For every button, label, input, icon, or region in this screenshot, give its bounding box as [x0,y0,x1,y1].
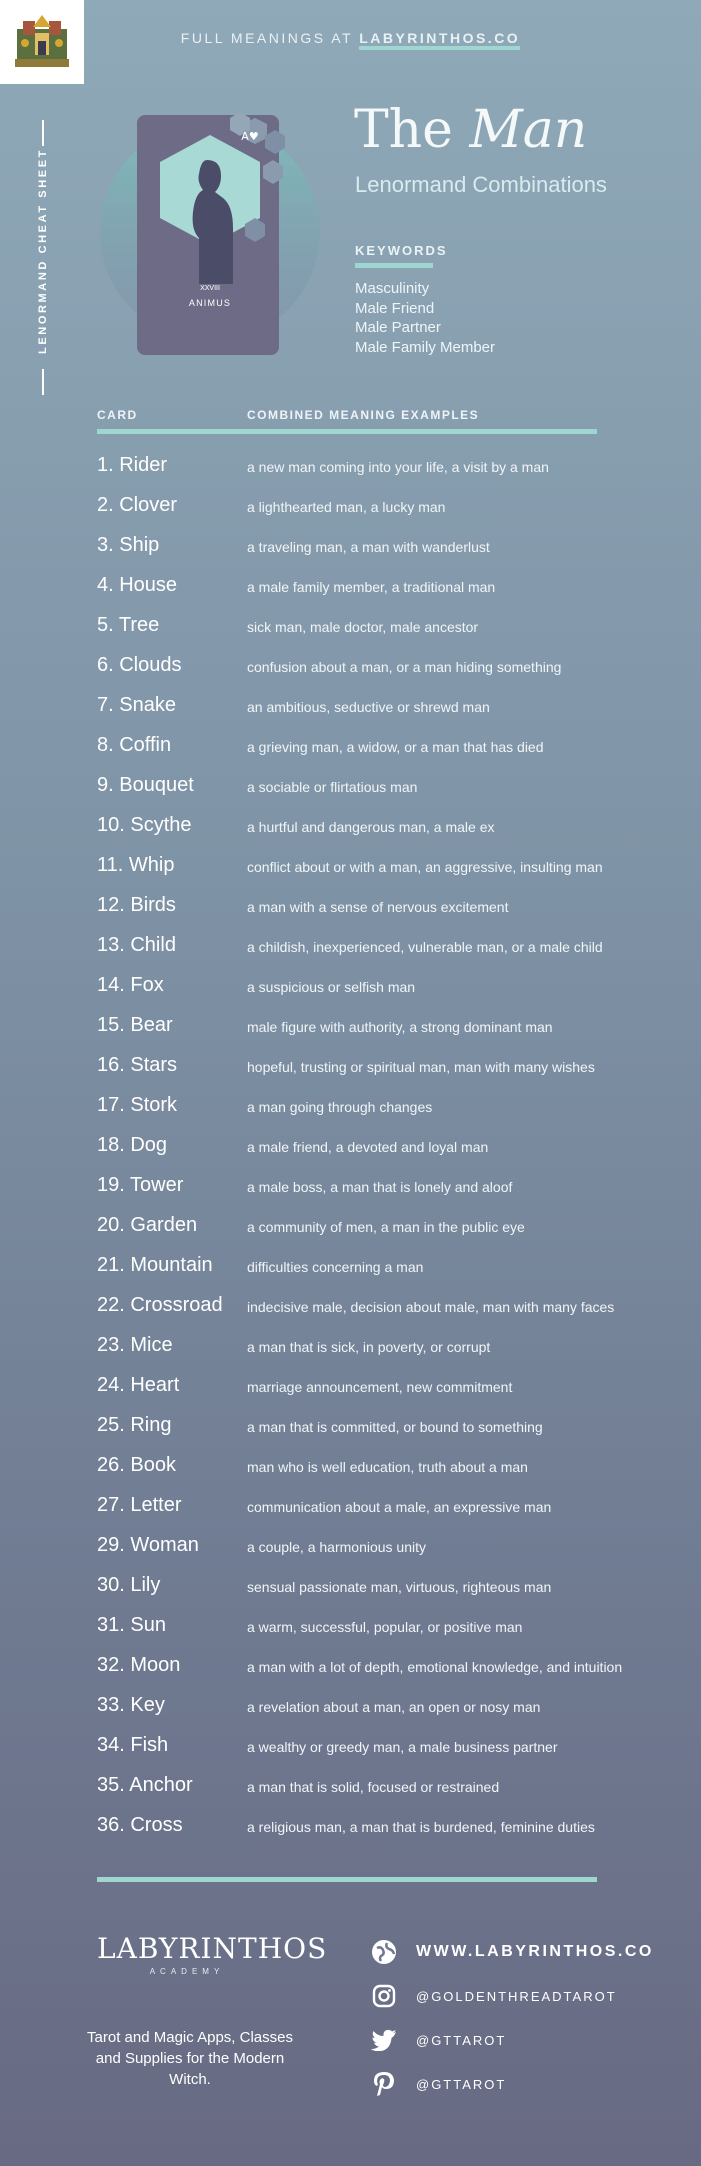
table-row [97,814,657,854]
table-row [97,1374,657,1414]
row-meaning: a male family member, a traditional man [247,579,496,595]
keywords-heading: KEYWORDS [355,243,448,258]
row-meaning: a lighthearted man, a lucky man [247,499,446,515]
row-card-name: 36. Cross [97,1814,183,1836]
row-meaning: a childish, inexperienced, vulnerable man, or a male child [247,939,603,955]
table-row [97,1814,657,1854]
row-card-name: 31. Sun [97,1614,166,1636]
row-card-name: 16. Stars [97,1054,178,1076]
row-meaning: a religious man, a man that is burdened, feminine duties [247,1819,595,1835]
keywords-underline [355,263,433,268]
row-meaning: indecisive male, decision about male, man with many faces [247,1299,615,1315]
row-card-name: 11. Whip [97,854,175,876]
footer-tagline: Tarot and Magic Apps, Classes and Supplies for the Modern Witch. [87,2029,293,2088]
table-row [97,1094,657,1134]
table-row [97,1614,657,1654]
twitter-text: @GTTAROT [416,2032,507,2048]
table-row [97,934,657,974]
row-meaning: a couple, a harmonious unity [247,1539,426,1555]
instagram-text: @GOLDENTHREADTAROT [416,1988,617,2004]
row-card-name: 15. Bear [97,1014,173,1036]
social-item-pinterest[interactable] [370,2062,670,2106]
row-card-name: 26. Book [97,1454,176,1476]
row-meaning: a traveling man, a man with wanderlust [247,539,490,555]
table-row [97,774,657,814]
keyword-item: Male Friend [355,299,435,317]
row-meaning: hopeful, trusting or spiritual man, man with many wishes [247,1059,595,1075]
instagram-icon [370,1982,398,2010]
row-card-name: 21. Mountain [97,1254,213,1276]
row-card-name: 29. Woman [97,1534,199,1556]
pinterest-icon [370,2070,398,2098]
keyword-item: Male Partner [355,319,441,336]
card-number: XXVIII [200,285,220,292]
row-card-name: 18. Dog [97,1134,168,1156]
social-item-instagram[interactable] [370,1974,670,2018]
keywords-list [355,279,495,357]
table-row [97,1454,657,1494]
row-meaning: conflict about or with a man, an aggressive, insulting man [247,859,603,875]
row-meaning: a hurtful and dangerous man, a male ex [247,819,495,835]
row-meaning: a suspicious or selfish man [247,979,416,995]
row-meaning: a warm, successful, popular, or positive man [247,1619,523,1635]
row-meaning: a new man coming into your life, a visit by a man [247,459,549,475]
table-row [97,894,657,934]
row-card-name: 8. Coffin [97,734,172,756]
row-meaning: a grieving man, a widow, or a man that has died [247,739,544,755]
row-meaning: a community of men, a man in the public eye [247,1219,525,1235]
table-row [97,1214,657,1254]
table-row [97,614,657,654]
twitter-icon [370,2026,398,2054]
table-row [97,1054,657,1094]
row-meaning: marriage announcement, new commitment [247,1379,513,1395]
row-card-name: 35. Anchor [97,1774,193,1796]
combinations-table [97,454,657,1854]
table-row [97,1774,657,1814]
row-meaning: a man that is solid, focused or restrained [247,1779,500,1795]
card-name: ANIMUS [188,298,232,308]
row-card-name: 32. Moon [97,1654,181,1676]
table-row [97,1254,657,1294]
row-card-name: 12. Birds [97,894,176,916]
table-row [97,1134,657,1174]
row-card-name: 17. Stork [97,1094,178,1116]
card-suit-symbol: A♥ [241,130,259,143]
row-meaning: sick man, male doctor, male ancestor [247,619,479,635]
row-meaning: a male boss, a man that is lonely and aloof [247,1179,513,1195]
website-text: WWW.LABYRINTHOS.CO [416,1943,654,1960]
row-card-name: 2. Clover [97,494,178,516]
table-row [97,1414,657,1454]
social-item-twitter[interactable] [370,2018,670,2062]
social-links [370,1930,670,2106]
row-card-name: 30. Lily [97,1574,161,1596]
row-card-name: 27. Letter [97,1494,182,1516]
row-card-name: 3. Ship [97,534,160,556]
page-subtitle: Lenormand Combinations [355,172,607,197]
table-row [97,1534,657,1574]
table-row [97,1294,657,1334]
row-card-name: 4. House [97,574,178,596]
footer-brand: LABYRINTHOS [97,1932,328,1965]
row-card-name: 1. Rider [97,454,168,476]
table-row [97,1014,657,1054]
table-row [97,1494,657,1534]
table-row [97,1734,657,1774]
table-row [97,534,657,574]
globe-icon [370,1938,398,1966]
table-row [97,1654,657,1694]
keyword-item: Male Family Member [355,338,496,356]
footer-academy: ACADEMY [149,1967,225,1976]
row-card-name: 19. Tower [97,1174,184,1196]
table-row [97,734,657,774]
table-row [97,574,657,614]
side-label-text: LENORMAND CHEAT SHEET [37,148,49,354]
table-row [97,654,657,694]
row-meaning: a revelation about a man, an open or nosy man [247,1699,541,1715]
row-meaning: a man that is sick, in poverty, or corrupt [247,1339,491,1355]
row-card-name: 22. Crossroad [97,1294,223,1316]
row-card-name: 23. Mice [97,1334,173,1356]
row-card-name: 7. Snake [97,694,176,716]
row-meaning: a man that is committed, or bound to something [247,1419,543,1435]
row-meaning: communication about a male, an expressive man [247,1499,552,1515]
row-card-name: 14. Fox [97,974,164,996]
row-meaning: a man going through changes [247,1099,433,1115]
row-meaning: a sociable or flirtatious man [247,779,418,795]
table-row [97,1334,657,1374]
table-row [97,1574,657,1614]
keyword-item: Masculinity [355,280,430,297]
social-item-website[interactable] [370,1930,670,1974]
row-card-name: 9. Bouquet [97,774,194,796]
row-meaning: a wealthy or greedy man, a male business partner [247,1739,558,1755]
row-card-name: 10. Scythe [97,814,192,836]
row-card-name: 6. Clouds [97,654,182,676]
pinterest-text: @GTTAROT [416,2076,507,2092]
row-card-name: 5. Tree [97,614,160,636]
row-card-name: 33. Key [97,1694,165,1716]
table-row [97,494,657,534]
table-rule-bottom [97,1877,597,1882]
table-row [97,1694,657,1734]
page-title [354,100,587,160]
table-row [97,694,657,734]
website-link[interactable]: LABYRINTHOS.CO [359,30,520,50]
row-meaning: a man with a sense of nervous excitement [247,899,509,915]
row-card-name: 24. Heart [97,1374,180,1396]
title-emphasis: Man [469,100,588,160]
top-banner [0,30,701,46]
row-card-name: 34. Fish [97,1734,169,1756]
card-illustration [95,110,325,360]
row-meaning: difficulties concerning a man [247,1259,424,1275]
row-meaning: man who is well education, truth about a man [247,1459,528,1475]
side-line-bottom [42,369,44,395]
row-card-name: 25. Ring [97,1414,172,1436]
table-row [97,854,657,894]
row-meaning: sensual passionate man, virtuous, righteous man [247,1579,552,1595]
row-meaning: an ambitious, seductive or shrewd man [247,699,490,715]
row-card-name: 13. Child [97,934,176,956]
table-row [97,974,657,1014]
row-card-name: 20. Garden [97,1214,198,1236]
table-row [97,454,657,494]
side-label [37,120,49,395]
row-meaning: a male friend, a devoted and loyal man [247,1139,489,1155]
table-rule-top [97,429,597,434]
title-prefix: The [354,100,453,160]
table-row [97,1174,657,1214]
row-meaning: a man with a lot of depth, emotional knowledge, and intuition [247,1659,623,1675]
top-banner-prefix: FULL MEANINGS AT [180,30,353,46]
row-meaning: male figure with authority, a strong dominant man [247,1019,553,1035]
column-card: CARD [97,408,138,422]
column-meaning: COMBINED MEANING EXAMPLES [247,408,480,422]
row-meaning: confusion about a man, or a man hiding something [247,659,562,675]
footer-logo[interactable] [97,1932,328,1976]
